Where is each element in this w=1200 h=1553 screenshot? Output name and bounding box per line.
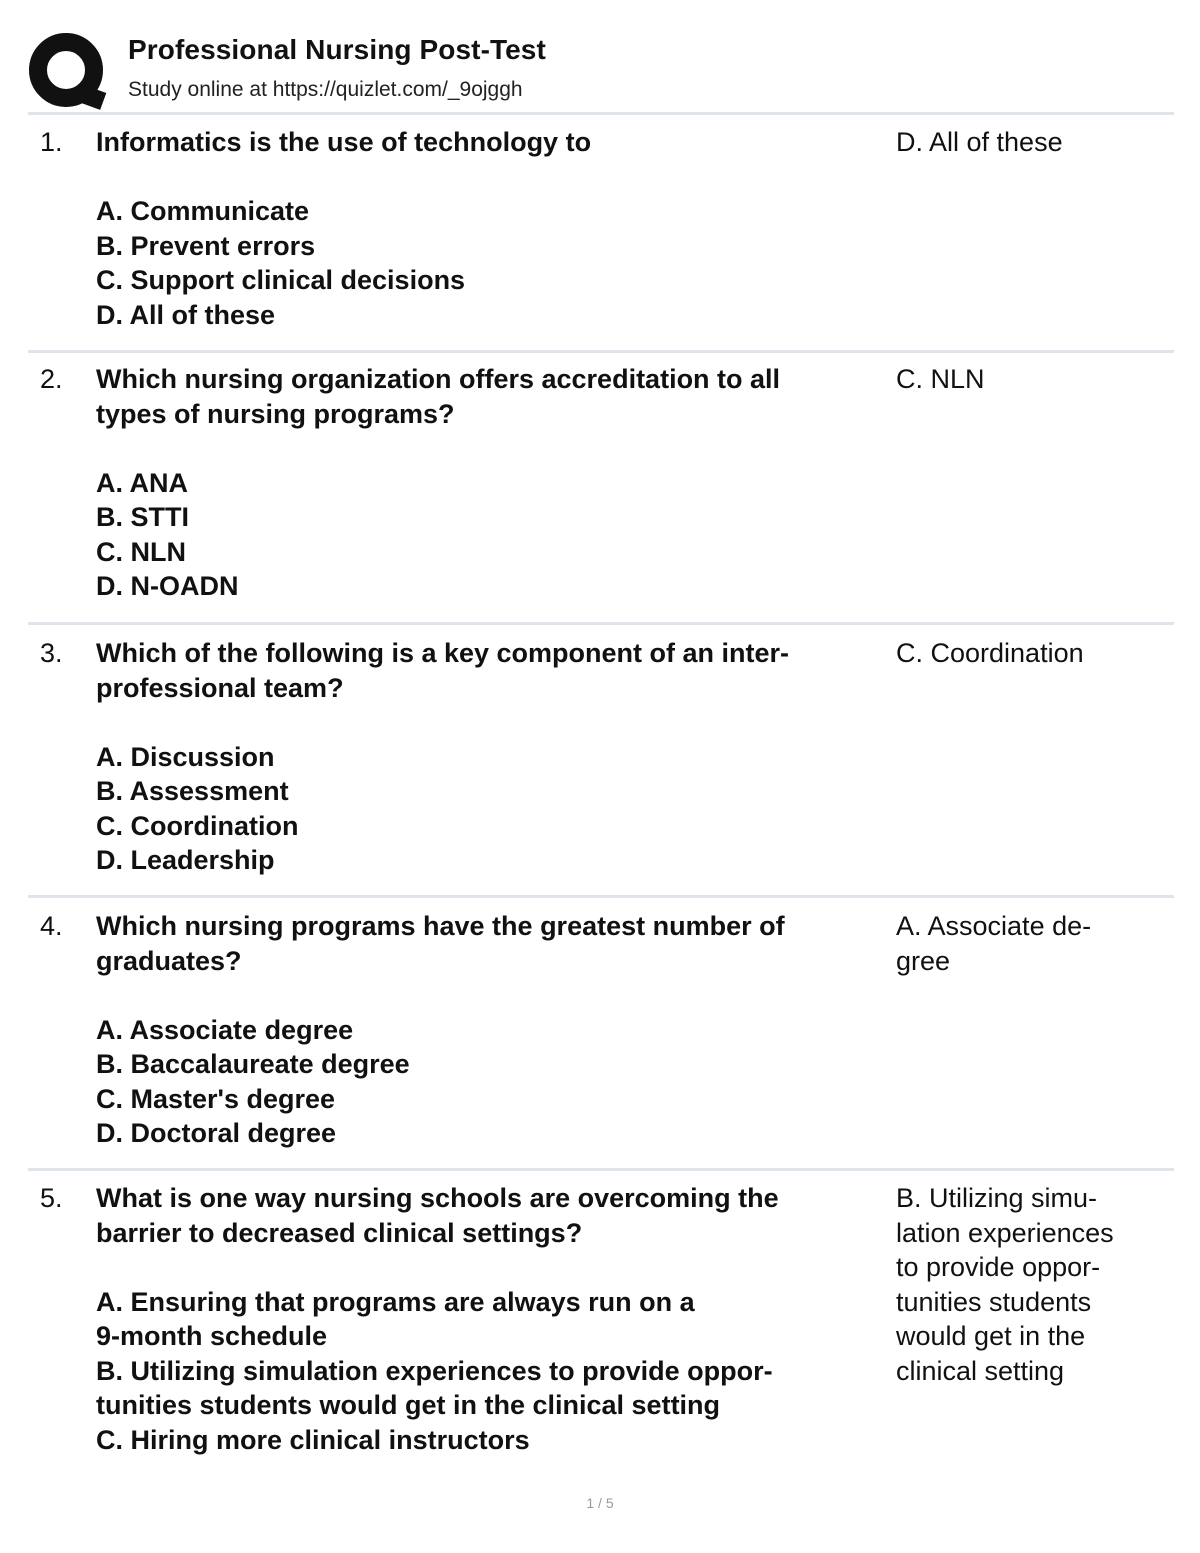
card-answer: A. Associate de- gree (896, 911, 1092, 976)
divider (28, 350, 1174, 353)
quizlet-q-logo-icon (28, 32, 108, 112)
card-question: Which of the following is a key component of an inter- professional team? A. Discussion B. Assessment C. Coordination D. Leadership (96, 638, 790, 875)
divider (28, 895, 1174, 898)
page-title: Professional Nursing Post-Test (128, 34, 546, 65)
divider (28, 622, 1174, 625)
card-question: Which nursing organization offers accreditation to all types of nursing programs? A. ANA B. STTI C. NLN D. N-OADN (96, 364, 781, 601)
card-question: What is one way nursing schools are overcoming the barrier to decreased clinical settings? A. Ensuring that programs are always run on a 9-month schedule B. Utilizing simulation experiences to provide oppor- tunities students would get in the clinical setting C. Hiring more clinical instructors (96, 1183, 779, 1455)
card-answer: C. NLN (896, 364, 985, 394)
card-question: Which nursing programs have the greatest number of graduates? A. Associate degree B. Baccalaureate degree C. Master's degree D. Doctoral degree (96, 911, 785, 1148)
divider (28, 112, 1174, 115)
study-online-link[interactable]: Study online at https://quizlet.com/_9ojggh (128, 78, 523, 101)
card-answer: B. Utilizing simu- lation experiences to provide oppor- tunities students would get in the clinical setting (896, 1183, 1114, 1386)
card-question: Informatics is the use of technology to A. Communicate B. Prevent errors C. Support clinical decisions D. All of these (96, 127, 592, 330)
card-number: 3. (40, 638, 63, 668)
card-number: 4. (40, 911, 63, 941)
divider (28, 1168, 1174, 1171)
card-answer: D. All of these (896, 127, 1063, 157)
page-number: 1 / 5 (586, 1495, 614, 1511)
card-answer: C. Coordination (896, 638, 1084, 668)
card-number: 5. (40, 1183, 63, 1213)
page-header (28, 28, 1174, 114)
card-number: 1. (40, 127, 63, 157)
card-number: 2. (40, 364, 63, 394)
